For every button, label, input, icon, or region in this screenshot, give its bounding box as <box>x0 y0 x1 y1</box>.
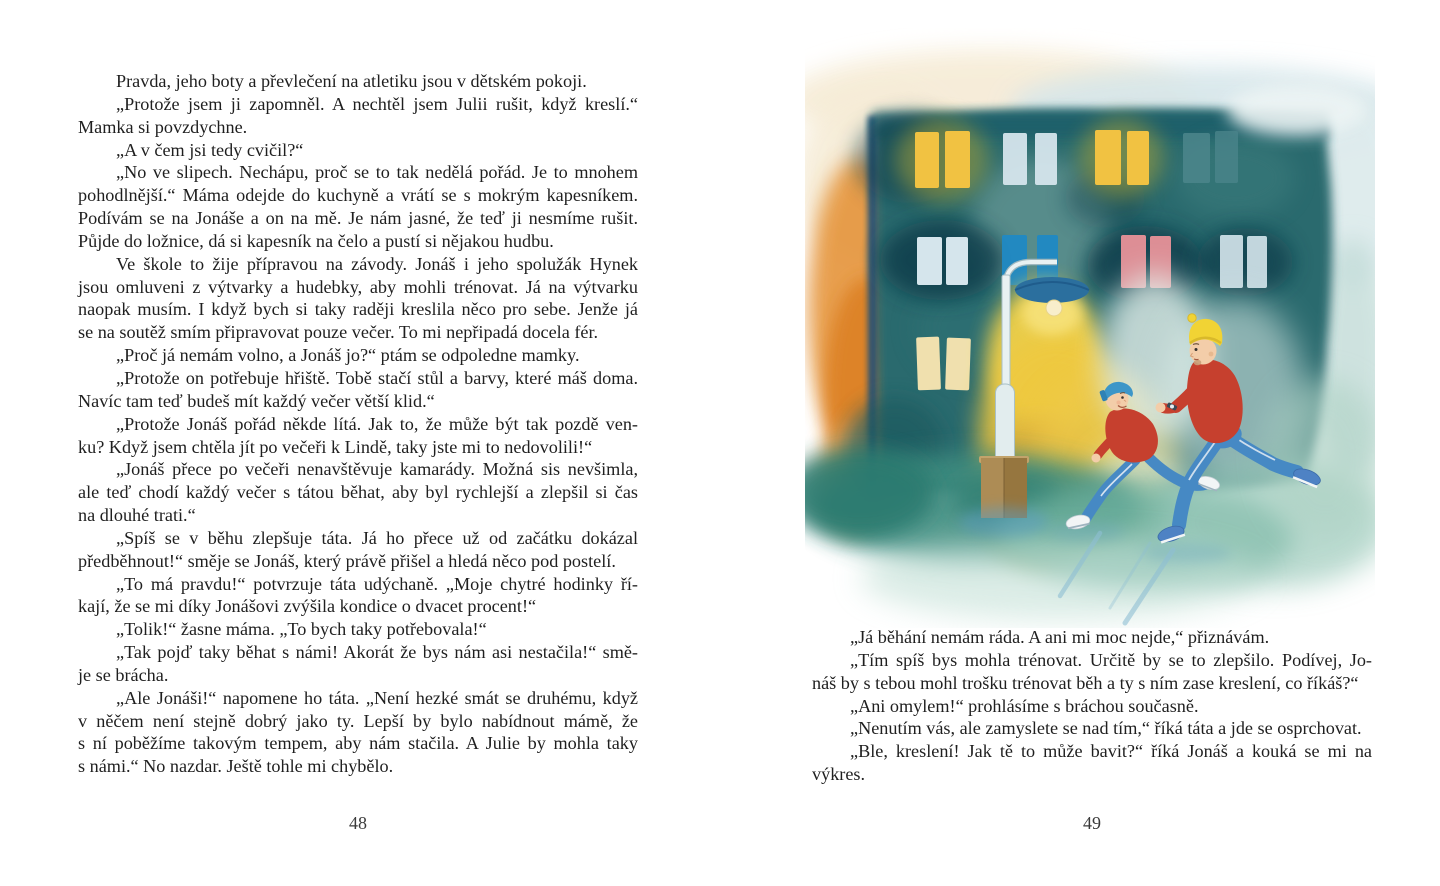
text-line: „Protože jsem ji zapomněl. A nechtěl jsem Julii rušit, když kreslí.“ <box>116 93 638 114</box>
lamp-pole <box>1002 275 1010 387</box>
text-line: „Jonáš přece po večeři nenavštěvuje kamarády. Možná sis nevšimla, <box>116 459 638 480</box>
text-line: „Protože on potřebuje hřiště. Tobě stačí stůl a barvy, které máš doma. <box>116 367 638 388</box>
lamp-head <box>1015 277 1089 303</box>
page-left-text <box>78 70 638 778</box>
text-line: kají, že se mi díky Jonášovi zvýšila kondice o dvacet procent!“ <box>78 596 537 617</box>
text-line: Podívám se na Jonáše a on na mě. Je nám jasné, že teď ji nesmíme rušit. <box>78 208 638 229</box>
text-line: se na soutěž smím připravovat pouze večer. To mi nepřipadá docela fér. <box>78 322 599 343</box>
text-line: naopak musím. I když bych si taky raději kreslila něco pro sebe. Jenže já <box>78 299 638 320</box>
text-line: „Proč já nemám volno, a Jonáš jo?“ ptám se odpoledne mamky. <box>116 345 580 366</box>
text-line: „Tak pojď taky běhat s námi! Akorát že bys nám asi nestačila!“ smě- <box>116 642 638 663</box>
text-line: „Já běhání nemám ráda. A ani mi moc nejde,“ přiznávám. <box>850 627 1270 647</box>
text-line: „Protože Jonáš pořád někde lítá. Jak to, že může být tak pozdě ven- <box>116 413 638 434</box>
text-line: „Tolik!“ žasne máma. „To bych taky potřebovala!“ <box>116 619 487 640</box>
lamp-bulb <box>1046 300 1062 316</box>
text-line: předběhnout!“ směje se Jonáš, který právě přišel a hledá něco pod postelí. <box>78 550 616 571</box>
beanie-tassel <box>1188 314 1196 322</box>
illustration-watercolor-night-jog <box>805 28 1375 628</box>
text-line: na dlouhé trati.“ <box>78 505 196 526</box>
text-line: Navíc tam teď budeš mít každý večer větší klid.“ <box>78 390 435 411</box>
text-line: Půjde do ložnice, dá si kapesník na čelo a pustí si nějakou hudbu. <box>78 230 554 251</box>
text-line: Ve škole to žije přípravou na závody. Jonáš i jeho spolužák Hynek <box>116 253 638 274</box>
text-line: „Ale Jonáši!“ napomene ho táta. „Není hezké smát se druhému, když <box>116 687 638 708</box>
text-line: „Nenutím vás, ale zamyslete se nad tím,“ říká táta a jde se osprchovat. <box>850 718 1362 739</box>
text-line: „Ani omylem!“ prohlásíme s bráchou současně. <box>850 695 1199 716</box>
text-line: je se brácha. <box>78 664 169 685</box>
text-line: pohodlnější.“ Máma odejde do kuchyně a vrátí se s mokrým kapesníkem. <box>78 185 638 206</box>
text-line: výkres. <box>812 764 866 785</box>
page-number-left: 48 <box>349 813 367 833</box>
text-line: s ní poběžíme takovým tempem, aby nám stačila. A Julie by mohla taky <box>78 733 638 754</box>
text-line: Mamka si povzdychne. <box>78 116 248 137</box>
text-line: „Tím spíš bys mohla trénovat. Určitě by se to zlepšilo. Podívej, Jo- <box>850 649 1372 670</box>
text-line: v něčem není stejně dobrý jako ty. Lepší by bylo nabídnout mámě, že <box>78 710 638 731</box>
text-line: ku? Když jsem chtěla jít po večeři k Lindě, taky jste mi to nedovolili!“ <box>78 436 593 457</box>
text-line: „No ve slipech. Nechápu, proč se to tak nedělá pořád. Je to mnohem <box>116 162 638 183</box>
text-line: náš by s tebou mohl trošku trénovat běh a ty s ním zase kreslení, co říkáš?“ <box>812 672 1359 693</box>
text-line: ale teď chodí každý večer s tátou běhat, aby byl rychlejší a zlepšil si čas <box>78 482 638 503</box>
text-line: Pravda, jeho boty a převlečení na atletiku jsou v dětském pokoji. <box>116 71 587 91</box>
text-line: jsou omluveni z výtvarky a hudebky, aby mohli trénovat. Já na výtvarku <box>78 276 638 297</box>
page-right-text <box>812 626 1372 786</box>
page-number-right: 49 <box>1083 813 1101 833</box>
text-line: „Ble, kreslení! Jak tě to může bavit?“ říká Jonáš a kouká se mi na <box>850 741 1372 762</box>
text-line: „To má pravdu!“ potvrzuje táta udýchaně. „Moje chytré hodinky ří- <box>116 573 638 594</box>
text-line: s námi.“ No nazdar. Ještě tohle mi chybělo. <box>78 756 394 777</box>
text-line: „A v čem jsi tedy cvičil?“ <box>116 139 304 160</box>
text-line: „Spíš se v běhu zlepšuje táta. Já ho přece už od začátku dokázal <box>116 527 638 548</box>
